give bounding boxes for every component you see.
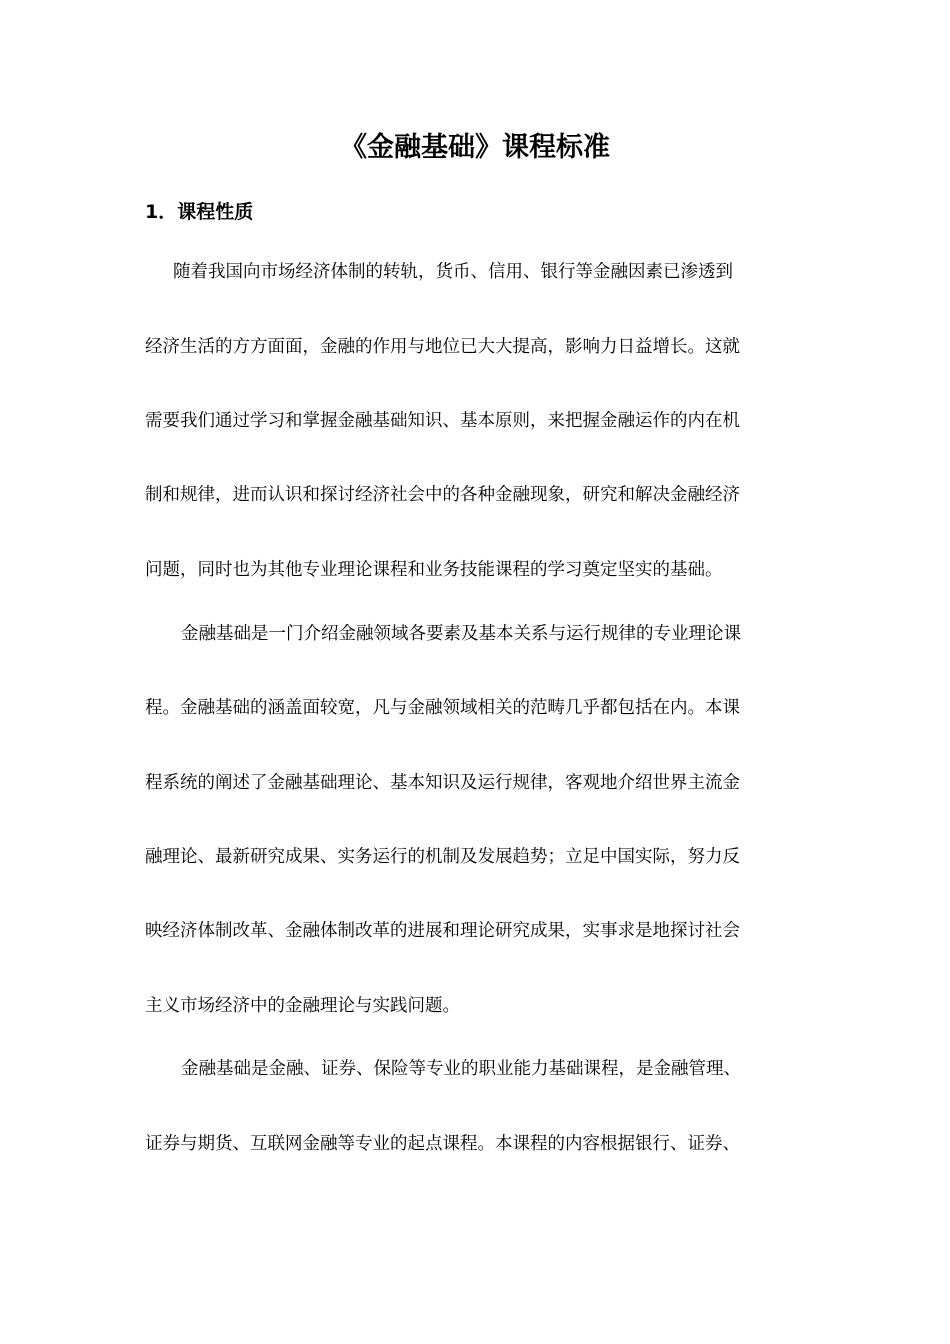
paragraph-3-line-1: 金融基础是金融、证券、保险等专业的职业能力基础课程，是金融管理、	[181, 1059, 741, 1079]
paragraph-1-line-3: 需要我们通过学习和掌握金融基础知识、基本原则，来把握金融运作的内在机	[145, 411, 740, 431]
paragraph-2-line-3: 程系统的阐述了金融基础理论、基本知识及运行规律，客观地介绍世界主流金	[145, 773, 740, 793]
paragraph-2-line-6: 主义市场经济中的金融理论与实践问题。	[145, 996, 460, 1016]
paragraph-1-line-1: 随着我国向市场经济体制的转轨，货币、信用、银行等金融因素已渗透到	[173, 262, 733, 282]
paragraph-2-line-2: 程。金融基础的涵盖面较宽，凡与金融领域相关的范畴几乎都包括在内。本课	[145, 698, 740, 718]
paragraph-1-line-2: 经济生活的方方面面，金融的作用与地位已大大提高，影响力日益增长。这就	[145, 337, 740, 357]
document-title: 《金融基础》课程标准	[340, 132, 610, 163]
section-heading: 1．课程性质	[145, 201, 254, 223]
paragraph-1-line-5: 问题，同时也为其他专业理论课程和业务技能课程的学习奠定坚实的基础。	[145, 560, 723, 580]
paragraph-3-line-2: 证券与期货、互联网金融等专业的起点课程。本课程的内容根据银行、证券、	[145, 1134, 740, 1154]
paragraph-2-line-1: 金融基础是一门介绍金融领域各要素及基本关系与运行规律的专业理论课	[181, 624, 741, 644]
paragraph-2-line-4: 融理论、最新研究成果、实务运行的机制及发展趋势；立足中国实际，努力反	[145, 847, 740, 867]
paragraph-2-line-5: 映经济体制改革、金融体制改革的进展和理论研究成果，实事求是地探讨社会	[145, 921, 740, 941]
paragraph-1-line-4: 制和规律，进而认识和探讨经济社会中的各种金融现象，研究和解决金融经济	[145, 485, 740, 505]
